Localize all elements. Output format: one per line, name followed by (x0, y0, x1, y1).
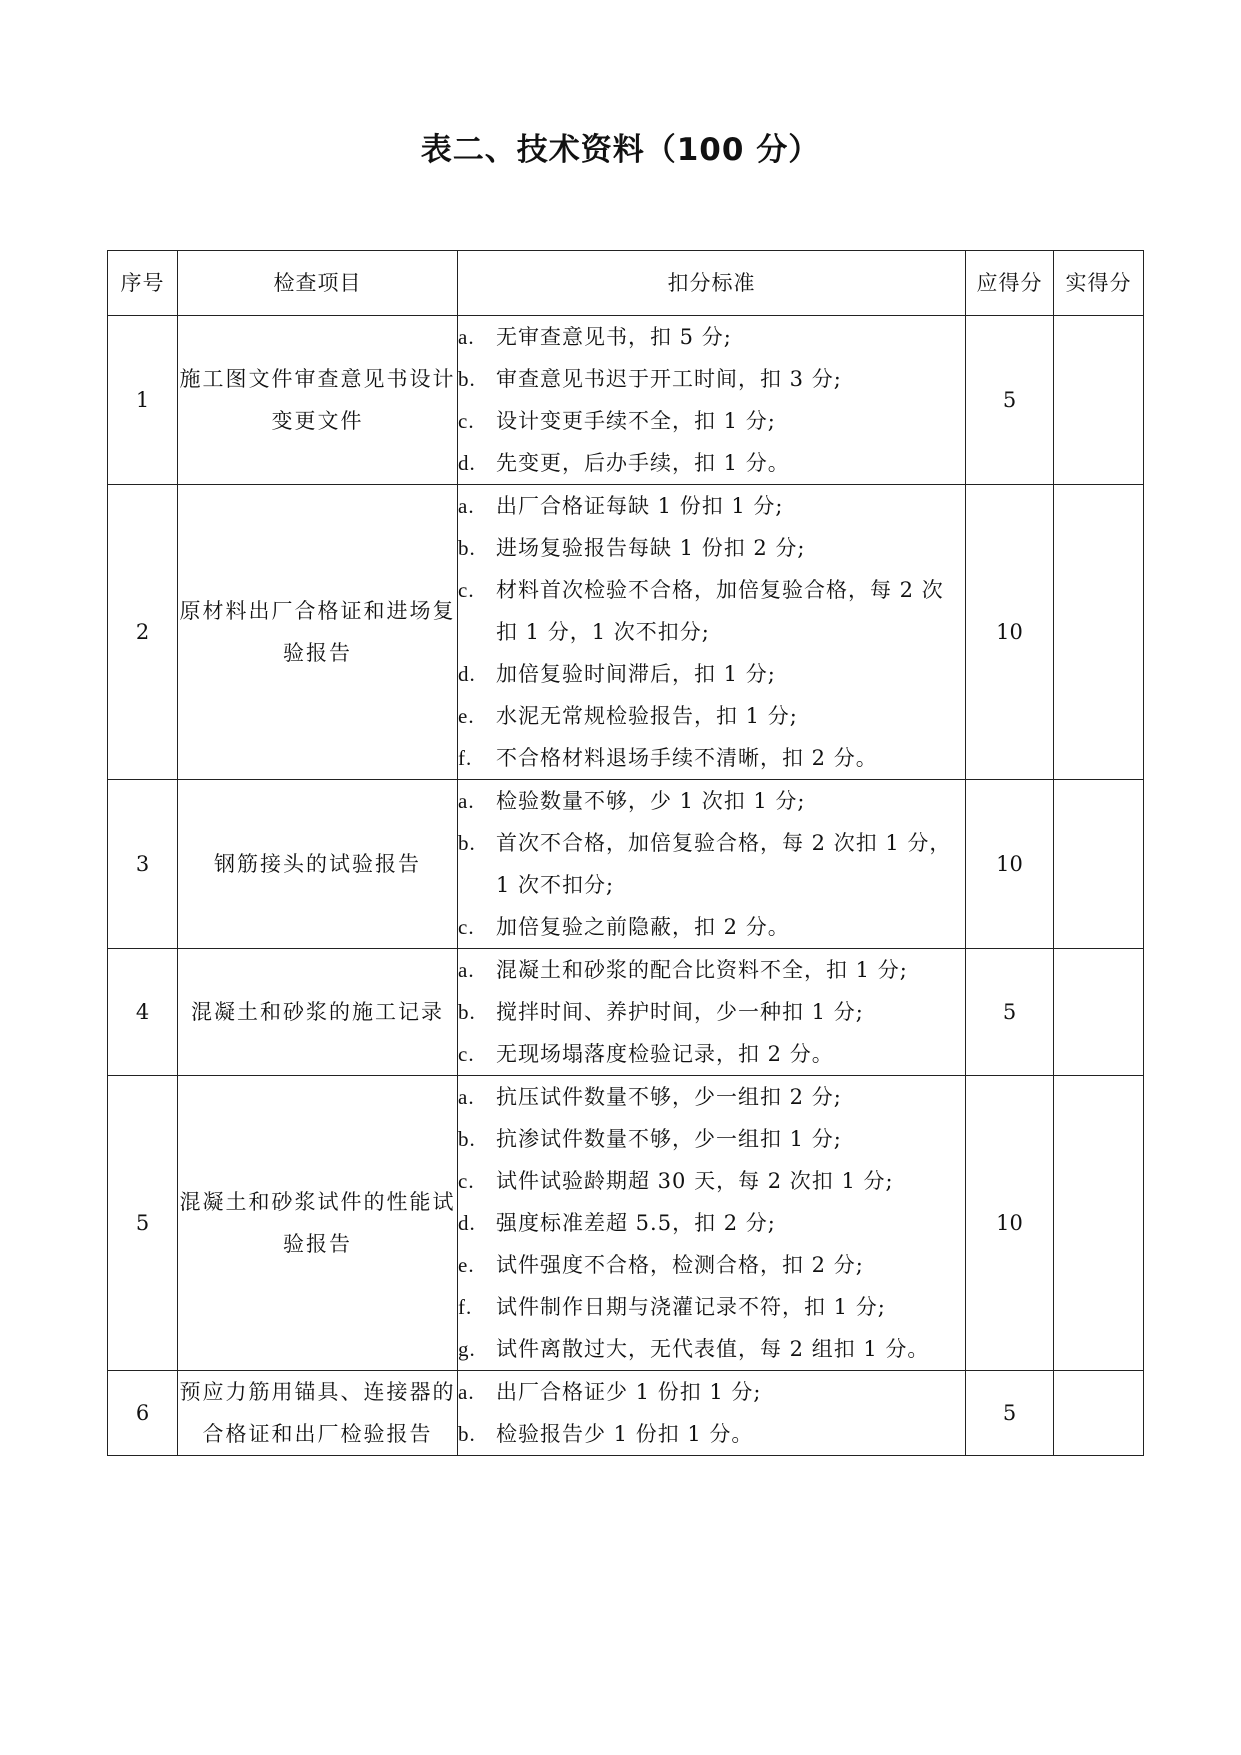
criteria-text: 水泥无常规检验报告，扣 1 分; (496, 704, 798, 728)
score-value: 10 (966, 485, 1054, 780)
criteria-letter: b. (458, 536, 476, 560)
criteria-text: 加倍复验时间滞后，扣 1 分; (496, 662, 776, 686)
check-item: 预应力筋用锚具、连接器的合格证和出厂检验报告 (178, 1371, 458, 1456)
criteria-text: 试件强度不合格，检测合格，扣 2 分; (496, 1253, 864, 1277)
deduction-criteria (458, 1076, 966, 1371)
criteria-letter: b. (458, 367, 476, 391)
actual-score-cell[interactable] (1054, 780, 1144, 949)
criteria-letter: b. (458, 831, 476, 855)
criteria-text: 出厂合格证少 1 份扣 1 分; (496, 1380, 762, 1404)
criteria-text: 设计变更手续不全，扣 1 分; (496, 409, 776, 433)
header-no: 序号 (108, 251, 178, 316)
criteria-line (458, 1286, 965, 1328)
header-criteria: 扣分标准 (458, 251, 966, 316)
row-number: 3 (108, 780, 178, 949)
criteria-letter: d. (458, 1211, 476, 1235)
header-actual: 实得分 (1054, 251, 1144, 316)
table-row (108, 1076, 1144, 1371)
criteria-text: 无审查意见书，扣 5 分; (496, 325, 732, 349)
criteria-text: 不合格材料退场手续不清晰，扣 2 分。 (496, 746, 878, 770)
criteria-line (458, 400, 965, 442)
criteria-letter: f. (458, 1295, 473, 1319)
criteria-letter: a. (458, 1380, 475, 1404)
criteria-text: 检验报告少 1 份扣 1 分。 (496, 1422, 754, 1446)
deduction-criteria (458, 949, 966, 1076)
criteria-line (458, 485, 965, 527)
criteria-line (458, 737, 965, 779)
criteria-text: 出厂合格证每缺 1 份扣 1 分; (496, 494, 784, 518)
check-item: 原材料出厂合格证和进场复验报告 (178, 485, 458, 780)
criteria-line (458, 1160, 965, 1202)
table-row (108, 485, 1144, 780)
actual-score-cell[interactable] (1054, 316, 1144, 485)
row-number: 4 (108, 949, 178, 1076)
criteria-letter: e. (458, 704, 475, 728)
criteria-line (458, 822, 965, 906)
score-value: 5 (966, 949, 1054, 1076)
criteria-letter: d. (458, 451, 476, 475)
criteria-line (458, 695, 965, 737)
table-row (108, 780, 1144, 949)
criteria-line (458, 1244, 965, 1286)
table-row (108, 316, 1144, 485)
check-item: 施工图文件审查意见书设计变更文件 (178, 316, 458, 485)
criteria-text: 审查意见书迟于开工时间，扣 3 分; (496, 367, 842, 391)
deduction-criteria (458, 780, 966, 949)
score-value: 10 (966, 1076, 1054, 1371)
criteria-letter: a. (458, 958, 475, 982)
row-number: 1 (108, 316, 178, 485)
criteria-line (458, 1076, 965, 1118)
criteria-text: 抗压试件数量不够，少一组扣 2 分; (496, 1085, 842, 1109)
criteria-line (458, 1033, 965, 1075)
criteria-letter: a. (458, 1085, 475, 1109)
header-item: 检查项目 (178, 251, 458, 316)
criteria-letter: b. (458, 1422, 476, 1446)
criteria-text: 强度标准差超 5.5，扣 2 分; (496, 1211, 776, 1235)
row-number: 6 (108, 1371, 178, 1456)
criteria-letter: f. (458, 746, 473, 770)
criteria-line (458, 1413, 965, 1455)
score-value: 5 (966, 316, 1054, 485)
actual-score-cell[interactable] (1054, 1076, 1144, 1371)
table-row (108, 1371, 1144, 1456)
criteria-text: 混凝土和砂浆的配合比资料不全，扣 1 分; (496, 958, 908, 982)
criteria-line (458, 780, 965, 822)
criteria-line (458, 316, 965, 358)
criteria-letter: c. (458, 409, 475, 433)
table-header-row (108, 251, 1144, 316)
criteria-letter: e. (458, 1253, 475, 1277)
row-number: 2 (108, 485, 178, 780)
criteria-line (458, 1371, 965, 1413)
deduction-criteria (458, 316, 966, 485)
table-row (108, 949, 1144, 1076)
criteria-line (458, 949, 965, 991)
technical-data-table (107, 250, 1144, 1456)
criteria-text: 试件离散过大，无代表值，每 2 组扣 1 分。 (496, 1337, 930, 1361)
actual-score-cell[interactable] (1054, 949, 1144, 1076)
criteria-line (458, 527, 965, 569)
deduction-criteria (458, 485, 966, 780)
criteria-line (458, 991, 965, 1033)
criteria-letter: a. (458, 494, 475, 518)
criteria-line (458, 1202, 965, 1244)
criteria-letter: b. (458, 1127, 476, 1151)
criteria-text: 检验数量不够，少 1 次扣 1 分; (496, 789, 806, 813)
actual-score-cell[interactable] (1054, 485, 1144, 780)
criteria-letter: a. (458, 789, 475, 813)
criteria-text: 无现场塌落度检验记录，扣 2 分。 (496, 1042, 834, 1066)
check-item: 混凝土和砂浆试件的性能试验报告 (178, 1076, 458, 1371)
criteria-text: 试件试验龄期超 30 天，每 2 次扣 1 分; (496, 1169, 894, 1193)
score-value: 10 (966, 780, 1054, 949)
criteria-line (458, 653, 965, 695)
criteria-text: 进场复验报告每缺 1 份扣 2 分; (496, 536, 806, 560)
deduction-criteria (458, 1371, 966, 1456)
criteria-letter: d. (458, 662, 476, 686)
score-value: 5 (966, 1371, 1054, 1456)
criteria-text: 首次不合格，加倍复验合格，每 2 次扣 1 分，1 次不扣分; (496, 831, 952, 897)
row-number: 5 (108, 1076, 178, 1371)
check-item: 混凝土和砂浆的施工记录 (178, 949, 458, 1076)
criteria-letter: c. (458, 1169, 475, 1193)
criteria-line (458, 569, 965, 653)
header-score: 应得分 (966, 251, 1054, 316)
check-item: 钢筋接头的试验报告 (178, 780, 458, 949)
criteria-line (458, 906, 965, 948)
table-body (108, 316, 1144, 1456)
criteria-letter: g. (458, 1337, 476, 1361)
criteria-line (458, 442, 965, 484)
criteria-line (458, 1118, 965, 1160)
criteria-line (458, 358, 965, 400)
criteria-text: 加倍复验之前隐蔽，扣 2 分。 (496, 915, 790, 939)
criteria-letter: c. (458, 578, 475, 602)
criteria-text: 先变更，后办手续，扣 1 分。 (496, 451, 790, 475)
criteria-text: 搅拌时间、养护时间，少一种扣 1 分; (496, 1000, 864, 1024)
criteria-letter: b. (458, 1000, 476, 1024)
page-title: 表二、技术资料（100 分） (420, 132, 821, 168)
criteria-text: 试件制作日期与浇灌记录不符，扣 1 分; (496, 1295, 886, 1319)
criteria-letter: c. (458, 915, 475, 939)
criteria-text: 抗渗试件数量不够，少一组扣 1 分; (496, 1127, 842, 1151)
actual-score-cell[interactable] (1054, 1371, 1144, 1456)
criteria-letter: c. (458, 1042, 475, 1066)
criteria-line (458, 1328, 965, 1370)
criteria-letter: a. (458, 325, 475, 349)
criteria-text: 材料首次检验不合格，加倍复验合格，每 2 次扣 1 分，1 次不扣分; (496, 578, 944, 644)
